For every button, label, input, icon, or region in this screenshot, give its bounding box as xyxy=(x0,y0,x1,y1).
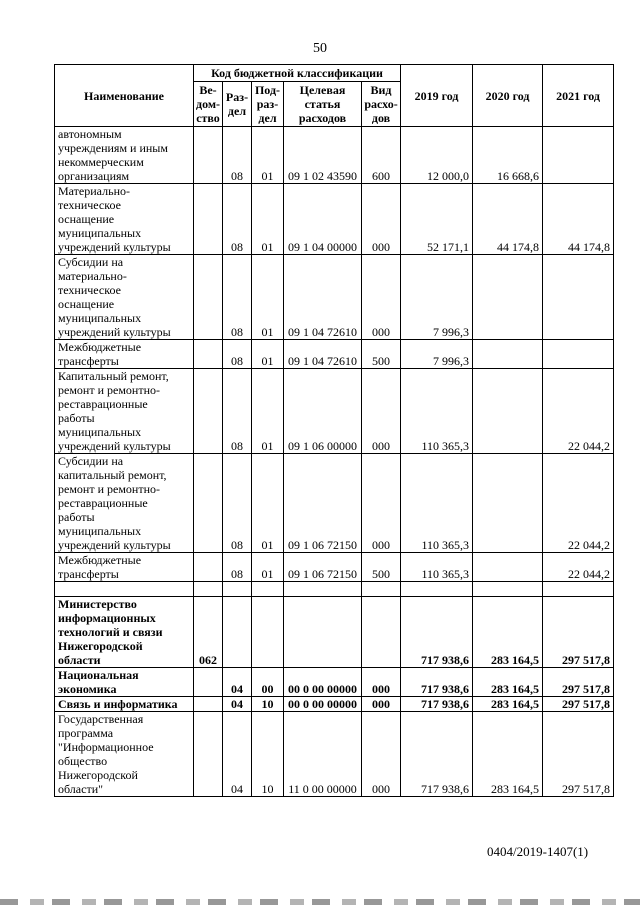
cell-2019: 717 938,6 xyxy=(401,668,473,697)
cell-podrazdel: 01 xyxy=(252,184,284,255)
cell-2019: 12 000,0 xyxy=(401,127,473,184)
cell-vedomstvo xyxy=(194,340,223,369)
cell-podrazdel: 01 xyxy=(252,553,284,582)
cell-2019: 717 938,6 xyxy=(401,712,473,797)
cell-2020 xyxy=(473,340,543,369)
cell-podrazdel: 10 xyxy=(252,697,284,712)
cell-razdel: 08 xyxy=(223,340,252,369)
scan-edge-artifact xyxy=(0,899,640,905)
cell-expense-type: 600 xyxy=(362,127,401,184)
cell-2019: 717 938,6 xyxy=(401,697,473,712)
cell-2020: 283 164,5 xyxy=(473,668,543,697)
cell-target-article: 09 1 04 72610 xyxy=(284,340,362,369)
cell-target-article: 09 1 02 43590 xyxy=(284,127,362,184)
cell-vedomstvo xyxy=(194,697,223,712)
cell-podrazdel: 01 xyxy=(252,255,284,340)
cell-2020 xyxy=(473,454,543,553)
cell-2020: 283 164,5 xyxy=(473,697,543,712)
cell-target-article: 11 0 00 00000 xyxy=(284,712,362,797)
cell-expense-type xyxy=(362,597,401,668)
cell-2021: 44 174,8 xyxy=(543,184,614,255)
cell-razdel: 08 xyxy=(223,553,252,582)
cell-name xyxy=(55,582,194,597)
cell-2020: 283 164,5 xyxy=(473,712,543,797)
cell-expense-type xyxy=(362,582,401,597)
table-body xyxy=(55,127,614,797)
cell-2021: 22 044,2 xyxy=(543,553,614,582)
cell-2019: 7 996,3 xyxy=(401,255,473,340)
cell-vedomstvo xyxy=(194,454,223,553)
cell-2021 xyxy=(543,127,614,184)
header-expense-type: Вид расхо- дов xyxy=(362,82,401,127)
cell-target-article: 09 1 04 72610 xyxy=(284,255,362,340)
cell-podrazdel xyxy=(252,597,284,668)
cell-2019: 52 171,1 xyxy=(401,184,473,255)
cell-podrazdel: 01 xyxy=(252,369,284,454)
table-row xyxy=(55,553,614,582)
cell-2020 xyxy=(473,553,543,582)
cell-name: Государственная программа "Информационное общество Нижегородской области" xyxy=(55,712,194,797)
cell-razdel: 08 xyxy=(223,454,252,553)
cell-vedomstvo xyxy=(194,184,223,255)
cell-podrazdel: 01 xyxy=(252,454,284,553)
cell-vedomstvo xyxy=(194,712,223,797)
cell-name: Связь и информатика xyxy=(55,697,194,712)
cell-2021: 297 517,8 xyxy=(543,697,614,712)
cell-2021: 297 517,8 xyxy=(543,597,614,668)
cell-vedomstvo: 062 xyxy=(194,597,223,668)
cell-target-article: 09 1 06 72150 xyxy=(284,553,362,582)
cell-target-article xyxy=(284,582,362,597)
cell-2021: 297 517,8 xyxy=(543,712,614,797)
cell-podrazdel: 01 xyxy=(252,127,284,184)
cell-name: Межбюджетные трансферты xyxy=(55,553,194,582)
table-row xyxy=(55,127,614,184)
table-row xyxy=(55,454,614,553)
header-2019: 2019 год xyxy=(401,65,473,127)
cell-target-article: 09 1 06 00000 xyxy=(284,369,362,454)
cell-2019: 110 365,3 xyxy=(401,454,473,553)
cell-name: Министерство информационных технологий и связи Нижегородской области xyxy=(55,597,194,668)
cell-vedomstvo xyxy=(194,127,223,184)
cell-razdel: 04 xyxy=(223,712,252,797)
cell-2020 xyxy=(473,582,543,597)
table-row xyxy=(55,340,614,369)
cell-vedomstvo xyxy=(194,255,223,340)
cell-podrazdel: 01 xyxy=(252,340,284,369)
cell-expense-type: 000 xyxy=(362,454,401,553)
header-razdel: Раз- дел xyxy=(223,82,252,127)
table-row xyxy=(55,668,614,697)
table-row xyxy=(55,597,614,668)
cell-2019: 717 938,6 xyxy=(401,597,473,668)
cell-2019 xyxy=(401,582,473,597)
cell-name: Субсидии на капитальный ремонт, ремонт и ремонтно- реставрационные работы муниципальных учреждений культуры xyxy=(55,454,194,553)
header-vedomstvo: Ве- дом- ство xyxy=(194,82,223,127)
cell-expense-type: 000 xyxy=(362,369,401,454)
cell-expense-type: 000 xyxy=(362,712,401,797)
cell-razdel: 08 xyxy=(223,255,252,340)
cell-name: Межбюджетные трансферты xyxy=(55,340,194,369)
cell-2020: 44 174,8 xyxy=(473,184,543,255)
cell-name: Субсидии на материально- техническое оснащение муниципальных учреждений культуры xyxy=(55,255,194,340)
table-row xyxy=(55,255,614,340)
cell-2020 xyxy=(473,255,543,340)
cell-2020: 16 668,6 xyxy=(473,127,543,184)
spacer-row xyxy=(55,582,614,597)
cell-podrazdel: 00 xyxy=(252,668,284,697)
table-row xyxy=(55,697,614,712)
cell-2021 xyxy=(543,255,614,340)
cell-2021 xyxy=(543,582,614,597)
cell-podrazdel xyxy=(252,582,284,597)
cell-razdel xyxy=(223,582,252,597)
header-target-article: Целевая статья расходов xyxy=(284,82,362,127)
cell-2019: 7 996,3 xyxy=(401,340,473,369)
cell-target-article: 09 1 04 00000 xyxy=(284,184,362,255)
cell-vedomstvo xyxy=(194,553,223,582)
cell-2021 xyxy=(543,340,614,369)
cell-2021: 297 517,8 xyxy=(543,668,614,697)
cell-name: автономным учреждениям и иным некоммерческим организациям xyxy=(55,127,194,184)
cell-target-article: 09 1 06 72150 xyxy=(284,454,362,553)
document-code: 0404/2019-1407(1) xyxy=(487,844,589,859)
cell-razdel: 08 xyxy=(223,369,252,454)
cell-expense-type: 500 xyxy=(362,553,401,582)
cell-razdel: 04 xyxy=(223,697,252,712)
header-podrazdel: Под- раз- дел xyxy=(252,82,284,127)
header-2021: 2021 год xyxy=(543,65,614,127)
cell-vedomstvo xyxy=(194,369,223,454)
cell-expense-type: 500 xyxy=(362,340,401,369)
header-row-1 xyxy=(55,65,614,82)
cell-expense-type: 000 xyxy=(362,668,401,697)
cell-2020: 283 164,5 xyxy=(473,597,543,668)
cell-target-article xyxy=(284,597,362,668)
cell-2021: 22 044,2 xyxy=(543,369,614,454)
table-row xyxy=(55,712,614,797)
cell-razdel: 04 xyxy=(223,668,252,697)
cell-2019: 110 365,3 xyxy=(401,369,473,454)
cell-target-article: 00 0 00 00000 xyxy=(284,668,362,697)
cell-target-article: 00 0 00 00000 xyxy=(284,697,362,712)
cell-2020 xyxy=(473,369,543,454)
cell-name: Национальная экономика xyxy=(55,668,194,697)
cell-podrazdel: 10 xyxy=(252,712,284,797)
header-name: Наименование xyxy=(55,65,194,127)
cell-2019: 110 365,3 xyxy=(401,553,473,582)
header-2020: 2020 год xyxy=(473,65,543,127)
cell-2021: 22 044,2 xyxy=(543,454,614,553)
cell-expense-type: 000 xyxy=(362,184,401,255)
table-row xyxy=(55,369,614,454)
cell-razdel xyxy=(223,597,252,668)
cell-razdel: 08 xyxy=(223,184,252,255)
cell-razdel: 08 xyxy=(223,127,252,184)
header-budget-code: Код бюджетной классификации xyxy=(194,65,401,82)
table-row xyxy=(55,184,614,255)
cell-expense-type: 000 xyxy=(362,255,401,340)
cell-vedomstvo xyxy=(194,668,223,697)
cell-name: Капитальный ремонт, ремонт и ремонтно- реставрационные работы муниципальных учреждений культуры xyxy=(55,369,194,454)
cell-expense-type: 000 xyxy=(362,697,401,712)
budget-table xyxy=(54,64,614,797)
page-number: 50 xyxy=(313,41,327,56)
cell-name: Материально- техническое оснащение муниципальных учреждений культуры xyxy=(55,184,194,255)
cell-vedomstvo xyxy=(194,582,223,597)
